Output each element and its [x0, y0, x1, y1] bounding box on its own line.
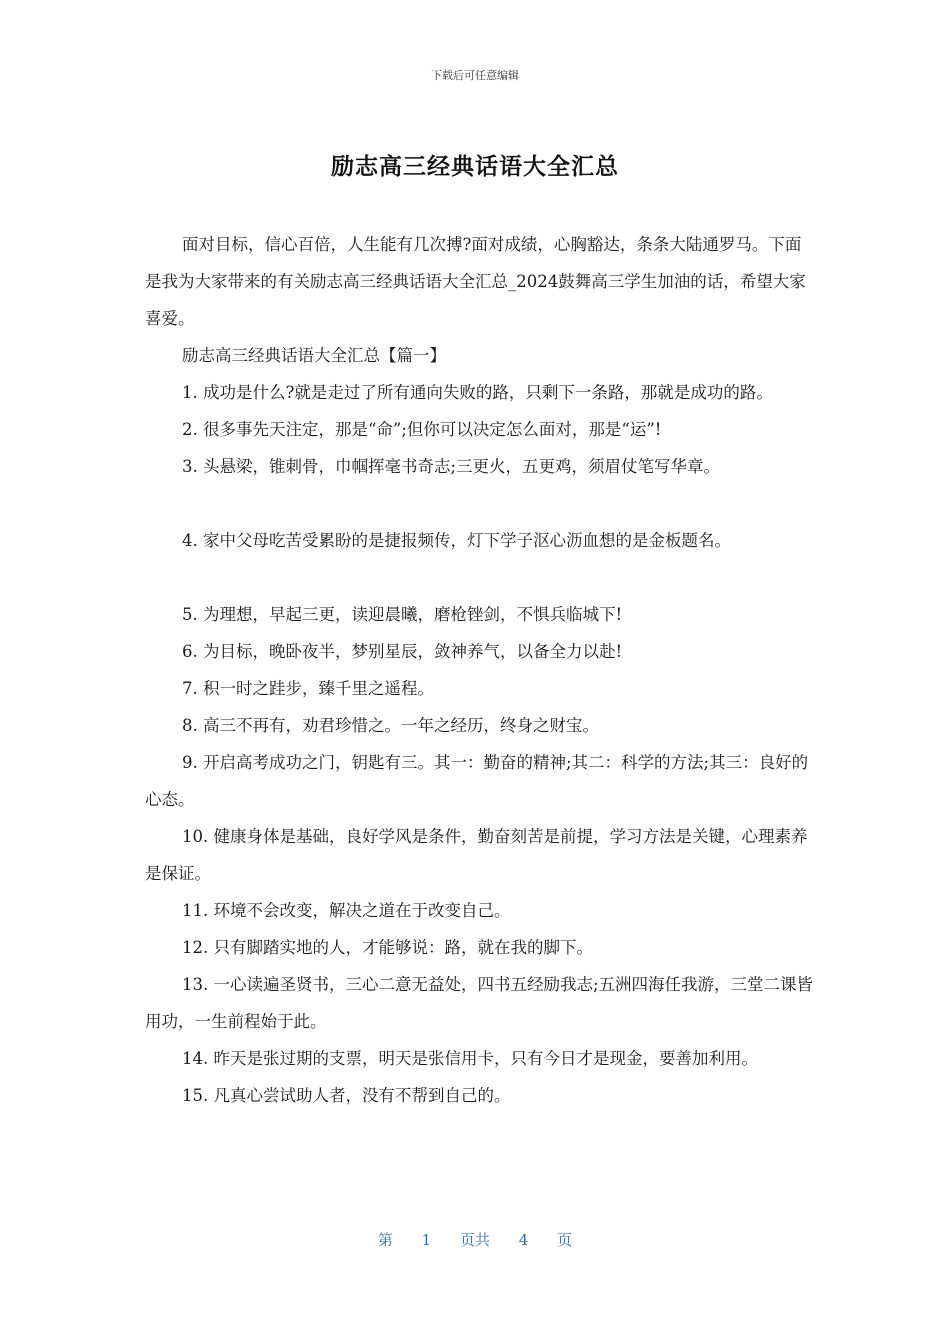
document-body [145, 226, 817, 1114]
page-footer [0, 1229, 950, 1250]
list-item: 4. 家中父母吃苦受累盼的是捷报频传，灯下学子沤心沥血想的是金板题名。 [182, 531, 731, 550]
list-item: 14. 昨天是张过期的支票，明天是张信用卡，只有今日才是现金，要善加利用。 [182, 1049, 758, 1068]
list-item: 12. 只有脚踏实地的人，才能够说：路，就在我的脚下。 [182, 938, 593, 957]
footer-current-page: 1 [421, 1231, 432, 1249]
intro-paragraph: 面对目标，信心百倍，人生能有几次搏?面对成绩，心胸豁达，条条大陆通罗马。下面是我为大家带来的有关励志高三经典话语大全汇总_2024鼓舞高三学生加油的话，希望大家喜爱。 [145, 235, 806, 328]
list-item: 11. 环境不会改变，解决之道在于改变自己。 [182, 901, 511, 920]
spacer [145, 485, 817, 522]
list-item: 7. 积一时之跬步，臻千里之遥程。 [182, 679, 434, 698]
footer-total-pages: 4 [518, 1231, 529, 1249]
list-item: 2. 很多事先天注定，那是“命”;但你可以决定怎么面对，那是“运”! [182, 420, 662, 439]
list-item: 15. 凡真心尝试助人者，没有不帮到自己的。 [182, 1086, 511, 1105]
footer-label-page: 第 [377, 1231, 393, 1249]
list-item: 13. 一心读遍圣贤书，三心二意无益处，四书五经励我志;五洲四海任我游，三堂二课皆用功，一生前程始于此。 [145, 975, 814, 1031]
spacer [145, 559, 817, 596]
list-item: 3. 头悬梁，锥刺骨，巾帼挥毫书奇志;三更火，五更鸡，须眉仗笔写华章。 [182, 457, 721, 476]
list-item: 1. 成功是什么?就是走过了所有通向失败的路，只剩下一条路，那就是成功的路。 [182, 383, 773, 402]
footer-label-of: 页共 [459, 1231, 490, 1249]
header-note: 下载后可任意编辑 [431, 69, 519, 82]
footer-label-end: 页 [557, 1231, 573, 1249]
list-item: 6. 为目标，晚卧夜半，梦别星辰，敛神养气，以备全力以赴! [182, 642, 623, 661]
list-item: 8. 高三不再有，劝君珍惜之。一年之经历，终身之财宝。 [182, 716, 599, 735]
list-item: 5. 为理想，早起三更，读迎晨曦，磨枪锉剑，不惧兵临城下! [182, 605, 623, 624]
list-item: 10. 健康身体是基础，良好学风是条件，勤奋刻苦是前提，学习方法是关键，心理素养是保证。 [145, 827, 808, 883]
list-item: 9. 开启高考成功之门，钥匙有三。其一：勤奋的精神;其二：科学的方法;其三：良好的心态。 [145, 753, 809, 809]
section-heading: 励志高三经典话语大全汇总【篇一】 [182, 346, 446, 365]
document-title: 励志高三经典话语大全汇总 [331, 154, 619, 180]
